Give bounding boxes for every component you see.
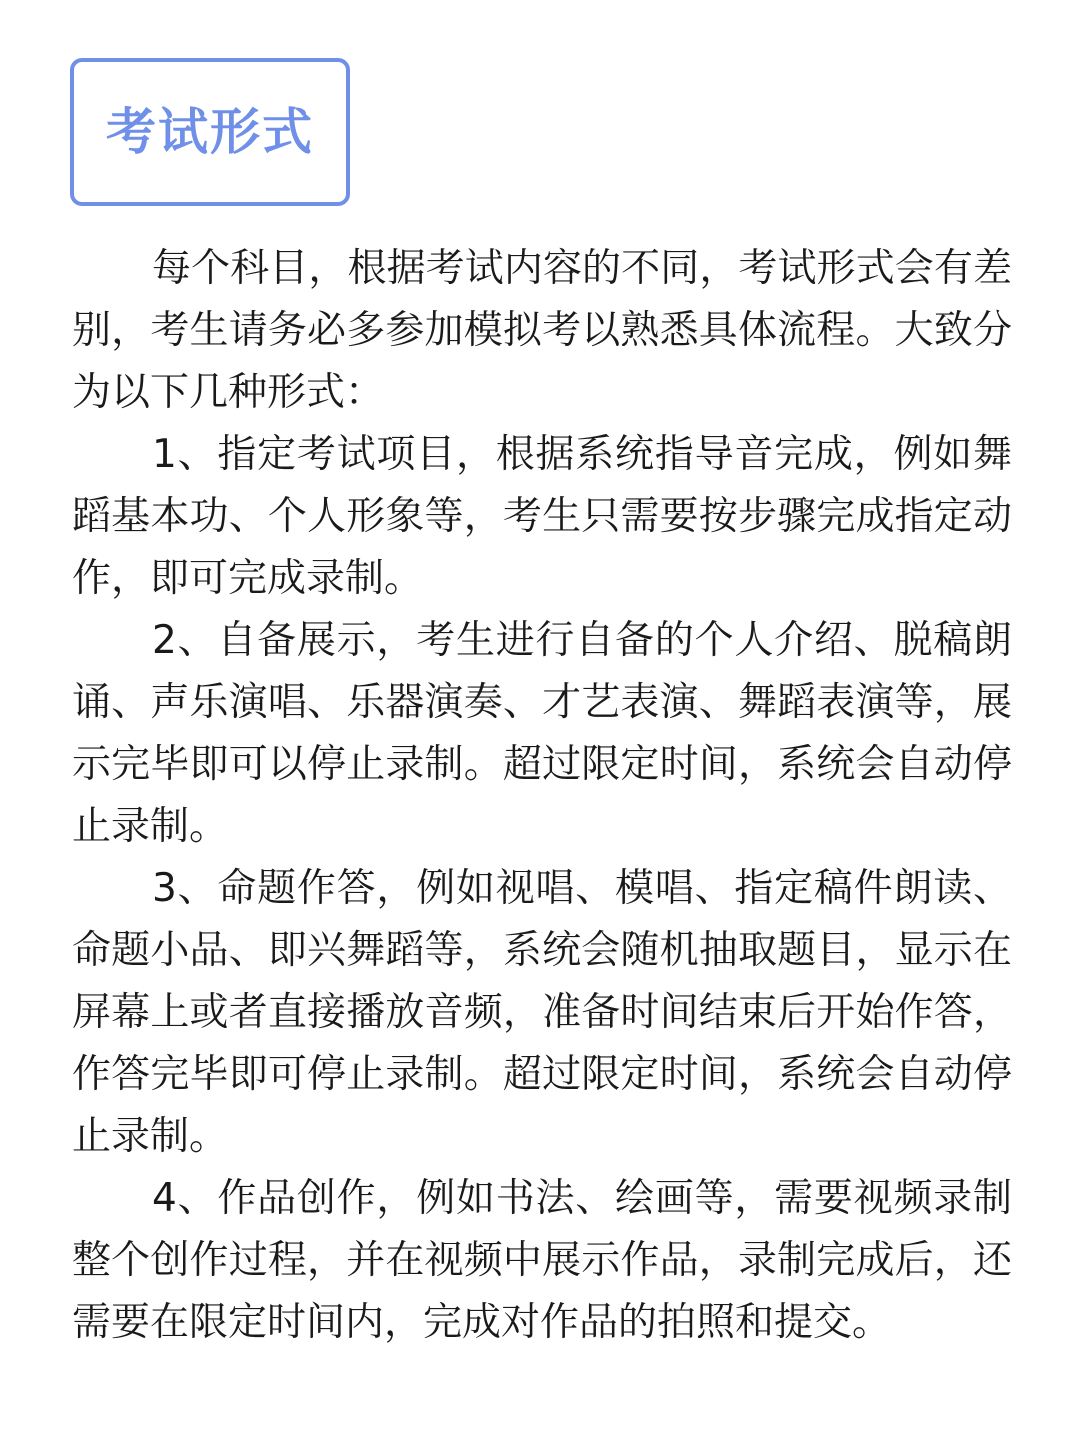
section-title-box: [70, 58, 350, 206]
form-item-3: 3、命题作答，例如视唱、模唱、指定稿件朗读、命题小品、即兴舞蹈等，系统会随机抽取题目，显示在屏幕上或者直接播放音频，准备时间结束后开始作答，作答完毕即可停止录制。超过限定时间，系统会自动停止录制。: [72, 866, 1012, 1159]
intro-paragraph: 每个科目，根据考试内容的不同，考试形式会有差别，考生请务必多参加模拟考以熟悉具体流程。大致分为以下几种形式：: [72, 246, 1012, 415]
section-title: 考试形式: [106, 103, 314, 161]
form-item-4: 4、作品创作，例如书法、绘画等，需要视频录制整个创作过程，并在视频中展示作品，录制完成后，还需要在限定时间内，完成对作品的拍照和提交。: [72, 1176, 1012, 1345]
form-item-2: 2、自备展示，考生进行自备的个人介绍、脱稿朗诵、声乐演唱、乐器演奏、才艺表演、舞蹈表演等，展示完毕即可以停止录制。超过限定时间，系统会自动停止录制。: [72, 618, 1012, 849]
article-body: [72, 238, 1012, 1354]
form-item-1: 1、指定考试项目，根据系统指导音完成，例如舞蹈基本功、个人形象等，考生只需要按步骤完成指定动作，即可完成录制。: [72, 432, 1012, 601]
